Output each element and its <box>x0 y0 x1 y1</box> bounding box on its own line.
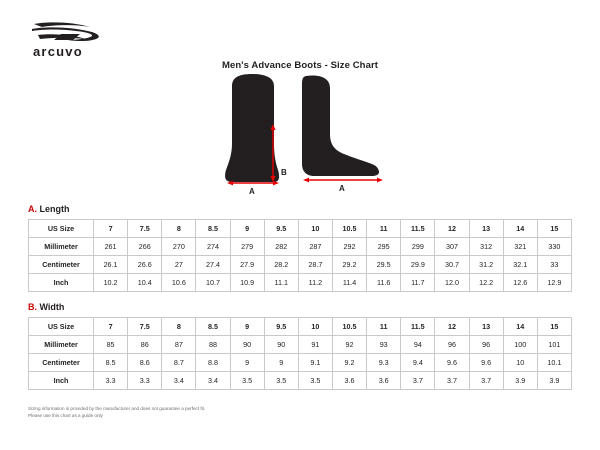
row-label: Inch <box>29 274 94 292</box>
cell: 11.6 <box>367 274 401 292</box>
section-length <box>28 204 572 292</box>
cell: 312 <box>469 238 503 256</box>
cell: 96 <box>469 336 503 354</box>
cell: 11.1 <box>264 274 298 292</box>
table-row <box>29 336 572 354</box>
cell: 8.5 <box>94 354 128 372</box>
cell: 33 <box>537 256 571 274</box>
cell: 3.5 <box>230 372 264 390</box>
cell: 9.1 <box>298 354 332 372</box>
cell: 3.7 <box>401 372 435 390</box>
cell: 85 <box>94 336 128 354</box>
cell: 88 <box>196 336 230 354</box>
col-header: 11 <box>367 220 401 238</box>
cell: 8.7 <box>162 354 196 372</box>
cell: 295 <box>367 238 401 256</box>
cell: 26.6 <box>128 256 162 274</box>
cell: 9 <box>264 354 298 372</box>
col-header: 8 <box>162 318 196 336</box>
cell: 279 <box>230 238 264 256</box>
col-header: 12 <box>435 318 469 336</box>
col-header: 13 <box>469 220 503 238</box>
cell: 9.6 <box>469 354 503 372</box>
col-header: 11 <box>367 318 401 336</box>
cell: 12.2 <box>469 274 503 292</box>
cell: 32.1 <box>503 256 537 274</box>
col-header: 8 <box>162 220 196 238</box>
cell: 9.6 <box>435 354 469 372</box>
col-header: 7.5 <box>128 220 162 238</box>
width-table <box>28 317 572 390</box>
cell: 12.9 <box>537 274 571 292</box>
cell: 3.9 <box>537 372 571 390</box>
cell: 3.5 <box>264 372 298 390</box>
cell: 307 <box>435 238 469 256</box>
col-header: 10 <box>298 318 332 336</box>
cell: 3.6 <box>367 372 401 390</box>
cell: 29.5 <box>367 256 401 274</box>
col-header: 10.5 <box>332 318 366 336</box>
brand-logo <box>28 20 106 62</box>
footnote <box>28 405 428 419</box>
table-header-row <box>29 318 572 336</box>
cell: 3.9 <box>503 372 537 390</box>
cell: 87 <box>162 336 196 354</box>
cell: 90 <box>264 336 298 354</box>
cell: 261 <box>94 238 128 256</box>
col-header-us-size: US Size <box>29 220 94 238</box>
cell: 92 <box>332 336 366 354</box>
col-header: 7 <box>94 220 128 238</box>
col-header: 7 <box>94 318 128 336</box>
col-header: 10.5 <box>332 220 366 238</box>
cell: 28.7 <box>298 256 332 274</box>
table-row <box>29 354 572 372</box>
cell: 101 <box>537 336 571 354</box>
row-label: Millimeter <box>29 336 94 354</box>
cell: 11.2 <box>298 274 332 292</box>
label-b: B <box>281 168 287 177</box>
cell: 3.4 <box>162 372 196 390</box>
col-header: 7.5 <box>128 318 162 336</box>
col-header: 9 <box>230 220 264 238</box>
cell: 3.5 <box>298 372 332 390</box>
cell: 11.7 <box>401 274 435 292</box>
section-width-heading <box>28 302 572 312</box>
col-header: 14 <box>503 220 537 238</box>
cell: 3.7 <box>435 372 469 390</box>
col-header: 12 <box>435 220 469 238</box>
cell: 9 <box>230 354 264 372</box>
table-header-row <box>29 220 572 238</box>
cell: 27.4 <box>196 256 230 274</box>
cell: 12.0 <box>435 274 469 292</box>
cell: 299 <box>401 238 435 256</box>
col-header: 11.5 <box>401 220 435 238</box>
section-length-word: Length <box>39 204 70 214</box>
cell: 29.2 <box>332 256 366 274</box>
cell: 3.6 <box>332 372 366 390</box>
cell: 28.2 <box>264 256 298 274</box>
page-title: Men's Advance Boots - Size Chart <box>221 60 379 71</box>
cell: 8.8 <box>196 354 230 372</box>
cell: 96 <box>435 336 469 354</box>
svg-text:arcuvo: arcuvo <box>33 44 83 59</box>
col-header: 9.5 <box>264 220 298 238</box>
cell: 330 <box>537 238 571 256</box>
cell: 90 <box>230 336 264 354</box>
cell: 10.4 <box>128 274 162 292</box>
cell: 26.1 <box>94 256 128 274</box>
cell: 29.9 <box>401 256 435 274</box>
boot-measurement-illustration <box>210 72 400 197</box>
cell: 10 <box>503 354 537 372</box>
cell: 9.2 <box>332 354 366 372</box>
col-header: 14 <box>503 318 537 336</box>
cell: 31.2 <box>469 256 503 274</box>
footnote-line-1: Sizing information is provided by the manufacturer and does not guarantee a perfect fit. <box>28 406 206 411</box>
cell: 321 <box>503 238 537 256</box>
section-width <box>28 302 572 390</box>
col-header-us-size: US Size <box>29 318 94 336</box>
table-row <box>29 238 572 256</box>
cell: 30.7 <box>435 256 469 274</box>
table-row <box>29 372 572 390</box>
cell: 86 <box>128 336 162 354</box>
col-header: 13 <box>469 318 503 336</box>
cell: 9.3 <box>367 354 401 372</box>
row-label: Millimeter <box>29 238 94 256</box>
col-header: 8.5 <box>196 318 230 336</box>
cell: 3.7 <box>469 372 503 390</box>
cell: 9.4 <box>401 354 435 372</box>
section-length-heading <box>28 204 572 214</box>
table-row <box>29 274 572 292</box>
cell: 91 <box>298 336 332 354</box>
cell: 93 <box>367 336 401 354</box>
cell: 10.1 <box>537 354 571 372</box>
cell: 282 <box>264 238 298 256</box>
cell: 10.6 <box>162 274 196 292</box>
cell: 10.2 <box>94 274 128 292</box>
cell: 270 <box>162 238 196 256</box>
cell: 3.4 <box>196 372 230 390</box>
col-header: 10 <box>298 220 332 238</box>
row-label: Inch <box>29 372 94 390</box>
col-header: 9 <box>230 318 264 336</box>
col-header: 15 <box>537 220 571 238</box>
cell: 100 <box>503 336 537 354</box>
label-a-side: A <box>339 184 345 193</box>
cell: 292 <box>332 238 366 256</box>
row-label: Centimeter <box>29 354 94 372</box>
col-header: 8.5 <box>196 220 230 238</box>
cell: 3.3 <box>128 372 162 390</box>
length-table <box>28 219 572 292</box>
col-header: 15 <box>537 318 571 336</box>
label-a-front: A <box>249 187 255 196</box>
col-header: 9.5 <box>264 318 298 336</box>
cell: 27 <box>162 256 196 274</box>
footnote-line-2: Please use this chart as a guide only <box>28 413 103 419</box>
cell: 11.4 <box>332 274 366 292</box>
cell: 10.9 <box>230 274 264 292</box>
cell: 12.6 <box>503 274 537 292</box>
cell: 27.9 <box>230 256 264 274</box>
cell: 10.7 <box>196 274 230 292</box>
section-width-letter: B. <box>28 302 37 312</box>
cell: 266 <box>128 238 162 256</box>
cell: 8.6 <box>128 354 162 372</box>
cell: 3.3 <box>94 372 128 390</box>
cell: 274 <box>196 238 230 256</box>
section-width-word: Width <box>39 302 65 312</box>
section-length-letter: A. <box>28 204 37 214</box>
table-row <box>29 256 572 274</box>
cell: 94 <box>401 336 435 354</box>
boot-front-view <box>225 74 279 182</box>
cell: 287 <box>298 238 332 256</box>
col-header: 11.5 <box>401 318 435 336</box>
boot-side-view <box>302 76 379 177</box>
row-label: Centimeter <box>29 256 94 274</box>
